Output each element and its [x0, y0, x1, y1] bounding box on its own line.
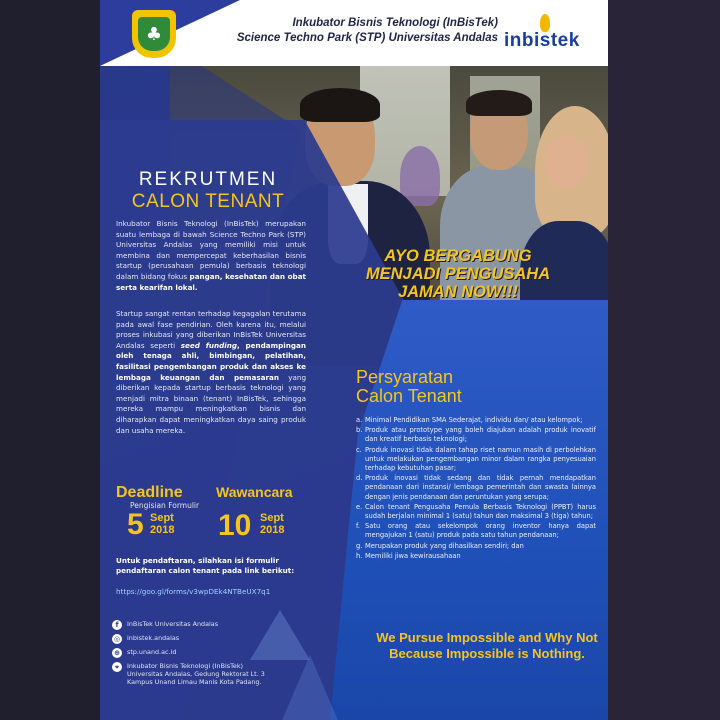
header: [100, 0, 608, 66]
deadline-month-year: Sept 2018: [150, 512, 175, 536]
header-title: Inkubator Bisnis Teknologi (InBisTek) Science Techno Park (STP) Universitas Andalas: [236, 17, 498, 44]
instagram-icon: ◎: [113, 635, 121, 643]
list-item: g. Merupakan produk yang dihasilkan sendiri; dan: [356, 541, 524, 550]
contact-instagram: ◎ inbistek.andalas: [113, 634, 180, 643]
title-rekrutmen: REKRUTMEN: [138, 169, 278, 190]
requirements-list: [356, 416, 596, 562]
left-frame: [0, 0, 100, 720]
title-calon-tenant: CALON TENANT: [131, 191, 285, 212]
registration-link[interactable]: https://goo.gl/forms/v3wpDEk4NTBeUX7q1: [116, 587, 271, 596]
contact-facebook: f InBisTek Universitas Andalas: [112, 620, 272, 630]
list-item: d. Produk inovasi tidak sedang dan tidak pernah mendapatkan pendanaan dari instansi/ lembaga pemerintah dan swasta lainnya dengan jenis pendanaan dan peruntukan yang serupa;: [356, 474, 596, 501]
registration-text: Untuk pendaftaran, silahkan isi formulir pendaftaran calon tenant pada link berikut:: [116, 556, 295, 575]
list-item: f. Satu orang atau sekelompok orang inventor hanya dapat mengajukan 1 (satu) produk pada satu tahun pendanaan;: [356, 522, 596, 540]
list-item: a. Minimal Pendidikan SMA Sederajat, individu dan/ atau kelompok;: [356, 416, 583, 424]
deadline-label: Deadline: [116, 484, 183, 501]
interview-day: 10: [218, 509, 252, 542]
list-item: b. Produk atau prototype yang boleh diajukan adalah produk inovatif dan kreatif berbasis teknologi;: [356, 426, 596, 444]
intro-paragraph-1: Inkubator Bisnis Teknologi (InBisTek) merupakan suatu lembaga di bawah Science Techno Park (STP) Universitas Andalas yang memiliki misi untuk membina dan mempercepat keberhasilan bisnis startup (perusahaan pemula) berbasis teknologi dalam bidang fokus pangan, kesehatan dan obat serta kearifan lokal.: [116, 219, 306, 292]
interview-label: Wawancara: [216, 484, 293, 500]
contact-address: ⌖ Inkubator Bisnis Teknologi (InBisTek) Universitas Andalas, Gedung Rektorat Lt. 3 Kampus Unand Limau Manis Kota Padang.: [112, 662, 272, 686]
contact-website: ⊕ stp.unand.ac.id: [112, 648, 272, 658]
interview-month-year: Sept 2018: [260, 512, 285, 536]
list-item: c. Produk inovasi tidak dalam tahap riset namun masih di perbolehkan untuk melakukan pengembangan minor dalam rangka penyesuaian terhadap kebutuhan pasar;: [356, 445, 596, 473]
university-emblem-icon: ♣: [132, 10, 176, 58]
intro-paragraph-2: Startup sangat rentan terhadap kegagalan terutama pada awal fase pendirian. Oleh karena itu, melalui proses inkubasi yang diberikan InBisTek Universitas Andalas seperti seed funding, pendampingan oleh tenaga ahli, bimbingan, pelatihan, fasilitasi pengembangan produk dan akses ke lembaga keuangan dan pemasaran yang diberikan kepada startup berbasis teknologi yang menjadi mitra binaan (tenant) InBisTek, sehingga mereka mampu meningkatkan bisnis dan diharapkan dapat meningkatkan daya saing produk dan usaha mereka.: [116, 309, 307, 435]
deadline-day: 5: [127, 508, 144, 541]
globe-icon: ⊕: [112, 648, 122, 658]
right-frame: [608, 0, 720, 720]
list-item: e. Calon tenant Pengusaha Pemula Berbasis Teknologi (PPBT) harus sudah berjalan minimal 1 (satu) tahun dan maksimal 3 (tiga) tahun;: [356, 502, 596, 521]
deadline-sublabel: Pengisian Formulir: [130, 501, 200, 510]
slogan: AYO BERGABUNG MENJADI PENGUSAHA JAMAN NOW!!!: [365, 247, 551, 301]
location-icon: ⌖: [112, 662, 122, 672]
requirements-title: Persyaratan Calon Tenant: [356, 367, 462, 406]
list-item: h. Memiliki jiwa kewirausahaan: [356, 551, 461, 560]
facebook-icon: f: [112, 620, 122, 630]
poster-sheet: [100, 0, 608, 720]
motto: We Pursue Impossible and Why Not Because Impossible is Nothing.: [376, 630, 598, 661]
inbistek-logo: inbistek: [504, 14, 596, 54]
contact-list: [112, 620, 272, 690]
